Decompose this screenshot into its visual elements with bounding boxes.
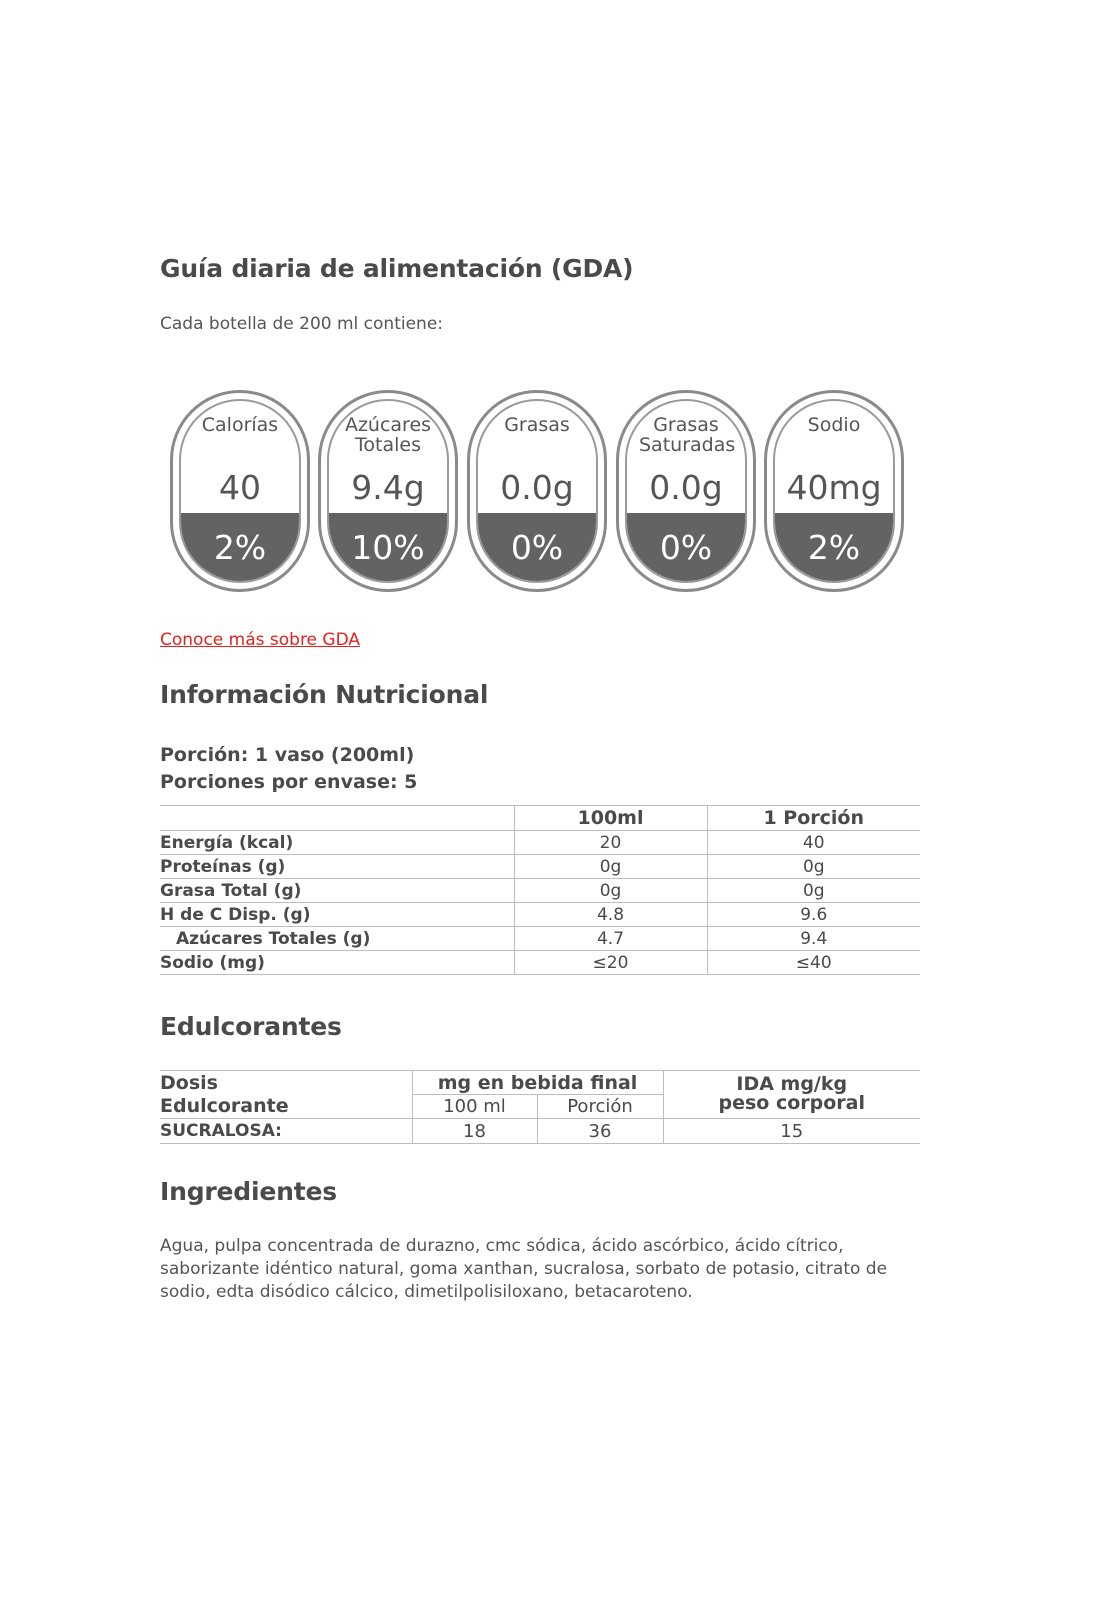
header-sweetener: Edulcorante xyxy=(160,1095,289,1118)
table-row xyxy=(160,1119,920,1144)
sweeteners-table xyxy=(160,1070,920,1144)
portions-per-pack: Porciones por envase: 5 xyxy=(160,771,418,793)
row-perportion: 0g xyxy=(707,855,920,879)
badge-percent-area xyxy=(775,513,893,581)
badge-label: Calorías xyxy=(201,414,279,436)
table-row xyxy=(160,903,920,927)
sweetener-name: SUCRALOSA: xyxy=(160,1119,412,1144)
header-empty xyxy=(160,806,514,831)
row-perportion: 9.4 xyxy=(707,927,920,951)
row-per100: 4.7 xyxy=(514,927,707,951)
row-per100: 0g xyxy=(514,879,707,903)
badge-calorias xyxy=(170,390,310,592)
header-portion: 1 Porción xyxy=(707,806,920,831)
badge-percent: 0% xyxy=(510,528,564,567)
header-portion: Porción xyxy=(537,1095,663,1119)
sweetener-per100: 18 xyxy=(412,1119,537,1144)
badge-percent: 0% xyxy=(659,528,713,567)
gda-more-link[interactable]: Conoce más sobre GDA xyxy=(160,630,361,650)
badge-value: 9.4g xyxy=(351,468,425,507)
badge-label: Sodio xyxy=(807,414,861,436)
row-label: Proteínas (g) xyxy=(160,855,514,879)
badge-sodio xyxy=(764,390,904,592)
table-row xyxy=(160,831,920,855)
badge-percent-area xyxy=(181,513,299,581)
badge-value: 40mg xyxy=(786,468,882,507)
header-ida-weight: peso corporal xyxy=(663,1095,920,1119)
sweeteners-title: Edulcorantes xyxy=(160,1012,342,1041)
row-label: Grasa Total (g) xyxy=(160,879,514,903)
badge-percent-area xyxy=(329,513,447,581)
badge-percent-area xyxy=(627,513,745,581)
table-row xyxy=(160,927,920,951)
badge-label: Azúcares Totales xyxy=(344,414,432,456)
badge-percent: 10% xyxy=(351,528,425,567)
table-row xyxy=(160,855,920,879)
ingredients-title: Ingredientes xyxy=(160,1177,337,1206)
badge-label: Grasas Saturadas xyxy=(639,414,736,456)
table-header-row xyxy=(160,806,920,831)
header-dose: Dosis xyxy=(160,1071,412,1095)
row-per100: 20 xyxy=(514,831,707,855)
badge-grasas xyxy=(467,390,607,592)
row-per100: 0g xyxy=(514,855,707,879)
row-label: H de C Disp. (g) xyxy=(160,903,514,927)
table-row xyxy=(160,951,920,975)
row-perportion: ≤40 xyxy=(707,951,920,975)
row-perportion: 9.6 xyxy=(707,903,920,927)
badge-value: 0.0g xyxy=(649,468,723,507)
row-perportion: 0g xyxy=(707,879,920,903)
badge-label: Grasas xyxy=(504,414,570,436)
header-100ml: 100ml xyxy=(514,806,707,831)
badge-percent: 2% xyxy=(807,528,861,567)
sweetener-ida: 15 xyxy=(663,1119,920,1144)
header-mg-final: mg en bebida final xyxy=(412,1071,663,1095)
gda-badges xyxy=(170,390,930,600)
badge-value: 40 xyxy=(219,468,261,507)
nutrition-title: Información Nutricional xyxy=(160,680,489,709)
badge-grasas-saturadas xyxy=(616,390,756,592)
badge-percent: 2% xyxy=(213,528,267,567)
badge-azucares xyxy=(318,390,458,592)
badge-value: 0.0g xyxy=(500,468,574,507)
nutrition-table xyxy=(160,805,920,975)
table-row xyxy=(160,879,920,903)
row-per100: 4.8 xyxy=(514,903,707,927)
gda-title: Guía diaria de alimentación (GDA) xyxy=(160,254,634,283)
badge-percent-area xyxy=(478,513,596,581)
row-per100: ≤20 xyxy=(514,951,707,975)
header-ida: IDA mg/kg xyxy=(663,1071,920,1095)
row-label: Azúcares Totales (g) xyxy=(160,927,514,951)
ingredients-text: Agua, pulpa concentrada de durazno, cmc sódica, ácido ascórbico, ácido cítrico, saborizante idéntico natural, goma xanthan, sucralosa, sorbato de potasio, citrato de sodio, edta disódico cálcico, dimetilpolisiloxano, betacaroteno. xyxy=(160,1236,888,1302)
gda-intro: Cada botella de 200 ml contiene: xyxy=(160,314,444,334)
header-100ml: 100 ml xyxy=(412,1095,537,1119)
row-label: Energía (kcal) xyxy=(160,831,514,855)
sweetener-perportion: 36 xyxy=(537,1119,663,1144)
row-label: Sodio (mg) xyxy=(160,951,514,975)
row-perportion: 40 xyxy=(707,831,920,855)
portion-size: Porción: 1 vaso (200ml) xyxy=(160,744,415,766)
